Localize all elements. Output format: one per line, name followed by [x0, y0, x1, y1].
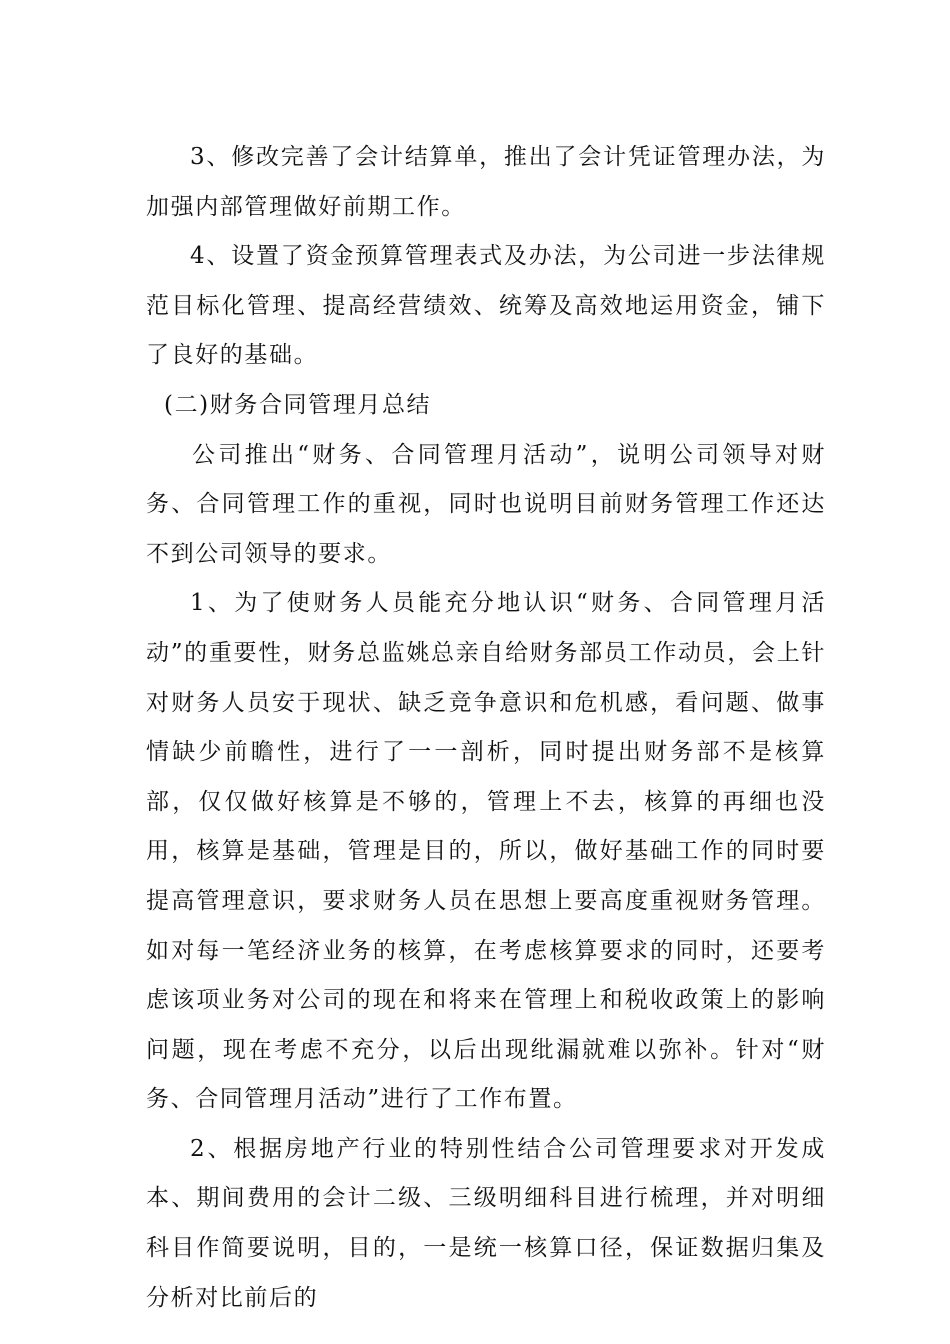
- paragraph-intro: 公司推出“财务、合同管理月活动”，说明公司领导对财务、合同管理工作的重视，同时也说明目前财务管理工作还达不到公司领导的要求。: [146, 441, 826, 567]
- paragraph-item-3: 3、修改完善了会计结算单，推出了会计凭证管理办法，为加强内部管理做好前期工作。: [146, 144, 826, 220]
- section-heading: (二)财务合同管理月总结: [164, 391, 432, 418]
- document-body: [146, 133, 826, 1323]
- paragraph-item-2: 2、根据房地产行业的特别性结合公司管理要求对开发成本、期间费用的会计二级、三级明细科目进行梳理，并对明细科目作简要说明，目的，一是统一核算口径，保证数据归集及分析对比前后的: [146, 1135, 826, 1311]
- paragraph-item-1: 1、为了使财务人员能充分地认识“财务、合同管理月活动”的重要性，财务总监姚总亲自给财务部员工作动员，会上针对财务人员安于现状、缺乏竞争意识和危机感，看问题、做事情缺少前瞻性，进行了一一剖析，同时提出财务部不是核算部，仅仅做好核算是不够的，管理上不去，核算的再细也没用，核算是基础，管理是目的，所以，做好基础工作的同时要提高管理意识，要求财务人员在思想上要高度重视财务管理。如对每一笔经济业务的核算，在考虑核算要求的同时，还要考虑该项业务对公司的现在和将来在管理上和税收政策上的影响问题，现在考虑不充分，以后出现纰漏就难以弥补。针对“财务、合同管理月活动”进行了工作布置。: [146, 590, 826, 1113]
- paragraph-item-4: 4、设置了资金预算管理表式及办法，为公司进一步法律规范目标化管理、提高经营绩效、统筹及高效地运用资金，铺下了良好的基础。: [146, 243, 826, 369]
